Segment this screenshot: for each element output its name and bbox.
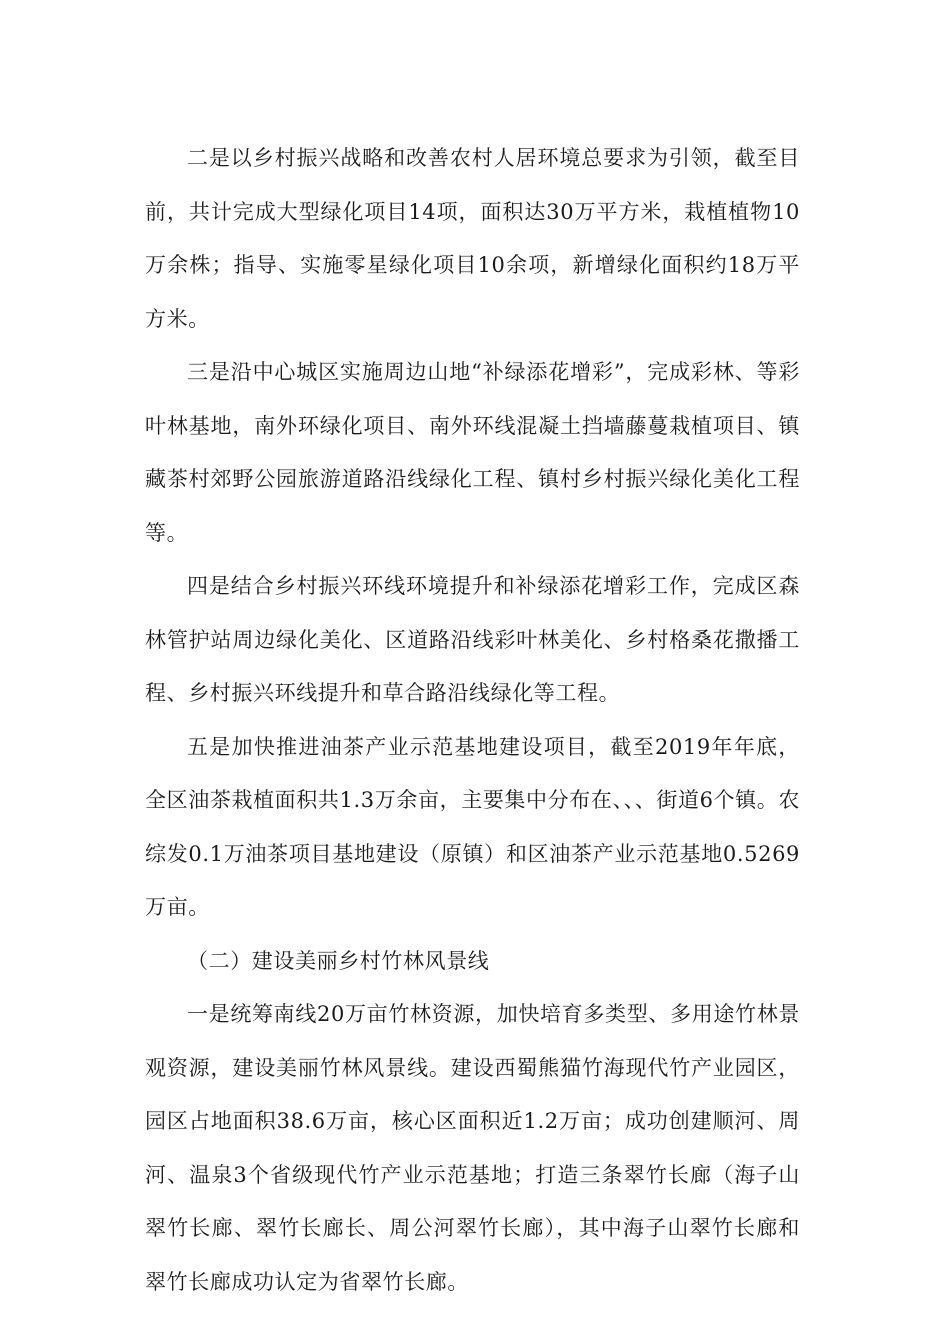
paragraph-rural-ring-road: 四是结合乡村振兴环线环境提升和补绿添花增彩工作，完成区森林管护站周边绿化美化、区道路沿线彩叶林美化、乡村格桑花撒播工程、乡村振兴环线提升和草合路沿线绿化等工程。 xyxy=(145,574,800,705)
paragraph-greening-projects: 二是以乡村振兴战略和改善农村人居环境总要求为引领，截至目前，共计完成大型绿化项目14项，面积达30万平方米，栽植植物10万余株；指导、实施零星绿化项目10余项，新增绿化面积约18万平方米。 xyxy=(145,146,800,331)
section-heading: （二）建设美丽乡村竹林风景线 xyxy=(187,948,490,973)
document-body xyxy=(145,132,800,1309)
paragraph-oil-tea: 五是加快推进油茶产业示范基地建设项目，截至2019年年底，全区油茶栽植面积共1.3万余亩，主要集中分布在、、、街道6个镇。农综发0.1万油茶项目基地建设（原镇）和区油茶产业示范基地0.5269万亩。 xyxy=(145,734,800,919)
paragraph-bamboo-scenic-line: 一是统筹南线20万亩竹林资源，加快培育多类型、多用途竹林景观资源，建设美丽竹林风景线。建设西蜀熊猫竹海现代竹产业园区，园区占地面积38.6万亩，核心区面积近1.2万亩；成功创建顺河、周河、温泉3个省级现代竹产业示范基地；打造三条翠竹长廊（海子山翠竹长廊、翠竹长廊长、周公河翠竹长廊），其中海子山翠竹长廊和翠竹长廊成功认定为省翠竹长廊。 xyxy=(145,1002,800,1294)
paragraph-urban-hills: 三是沿中心城区实施周边山地“补绿添花增彩”，完成彩林、等彩叶林基地，南外环绿化项目、南外环线混凝土挡墙藤蔓栽植项目、镇藏茶村郊野公园旅游道路沿线绿化工程、镇村乡村振兴绿化美化工程等。 xyxy=(145,360,800,545)
